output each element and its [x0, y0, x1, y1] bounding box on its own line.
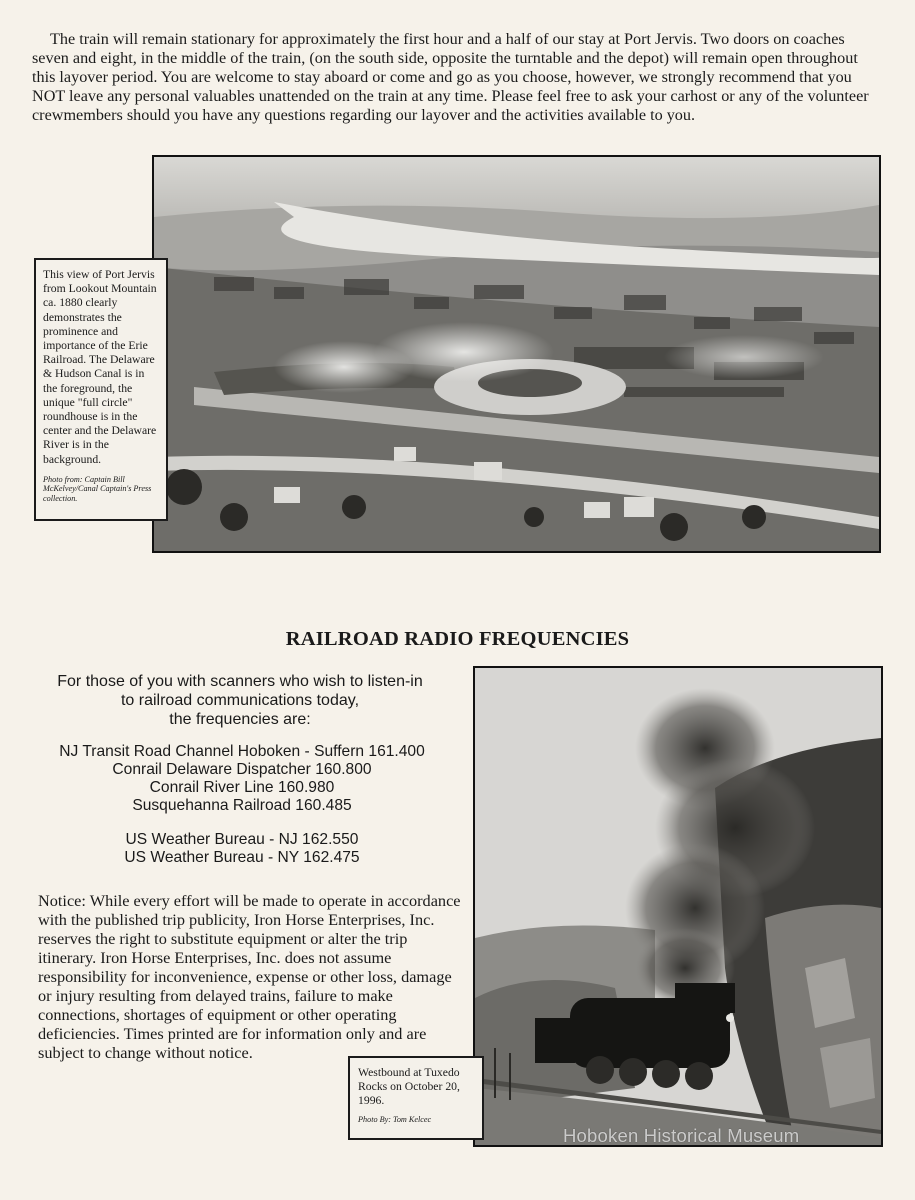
- port-jervis-photo: [152, 155, 881, 553]
- frequency-entry: Conrail River Line 160.980: [149, 779, 335, 796]
- frequencies-intro-line: For those of you with scanners who wish to listen-in: [57, 673, 423, 690]
- frequency-entry: Susquehanna Railroad 160.485: [132, 797, 352, 814]
- frequency-entry: Conrail Delaware Dispatcher 160.800: [112, 761, 372, 778]
- bottom-photo-credit: Photo By: Tom Kelcec: [358, 1114, 432, 1124]
- frequencies-intro: [30, 672, 450, 729]
- frequency-entry: US Weather Bureau - NY 162.475: [124, 849, 360, 866]
- frequencies-intro-line: to railroad communications today,: [120, 692, 360, 709]
- frequency-entry: US Weather Bureau - NJ 162.550: [125, 831, 359, 848]
- frequencies-intro-line: the frequencies are:: [169, 711, 311, 728]
- frequency-list: [30, 743, 454, 867]
- locomotive-photo: [473, 666, 883, 1147]
- notice-paragraph: Notice: While every effort will be made to operate in accordance with the published trip publicity, Iron Horse Enterprises, Inc. reserves the right to substitute equipment or alter the trip itinerary. Iron Horse Enterprises, Inc. does not assume responsibility for inconvenience, expense or other loss, damage or injury resulting from delayed trains, failure to make connections, shortages of equipment or other operating deficiencies. Times printed are for information only and are subject to change without notice.: [38, 891, 461, 1062]
- bottom-photo-caption-text: Westbound at Tuxedo Rocks on October 20, 1996.: [358, 1066, 460, 1108]
- museum-watermark: Hoboken Historical Museum: [563, 1125, 800, 1146]
- section-heading: RAILROAD RADIO FREQUENCIES: [285, 628, 630, 650]
- top-photo-caption-text: This view of Port Jervis from Lookout Mountain ca. 1880 clearly demonstrates the prominence and importance of the Erie Railroad. The Delaware & Hudson Canal is in the foreground, the unique "full circle" roundhouse is in the center and the Delaware River is in the background.: [43, 268, 157, 466]
- frequency-entry: NJ Transit Road Channel Hoboken - Suffern 161.400: [59, 743, 425, 760]
- intro-paragraph: The train will remain stationary for approximately the first hour and a half of our stay at Port Jervis. Two doors on coaches seven and eight, in the middle of the train, (on the south side, opposite the turntable and the depot) will remain open throughout this layover period. You are welcome to stay aboard or come and go as you choose, however, we strongly recommend that you NOT leave any personal valuables unattended on the train at any time. Please feel free to ask your carhost or any of the volunteer crewmembers should you have any questions regarding our layover and the activities available to you.: [32, 30, 869, 124]
- top-photo-caption: [34, 258, 168, 521]
- bottom-photo-caption: [348, 1056, 484, 1140]
- top-photo-credit: Photo from: Captain Bill McKelvey/Canal Captain's Press collection.: [43, 474, 152, 504]
